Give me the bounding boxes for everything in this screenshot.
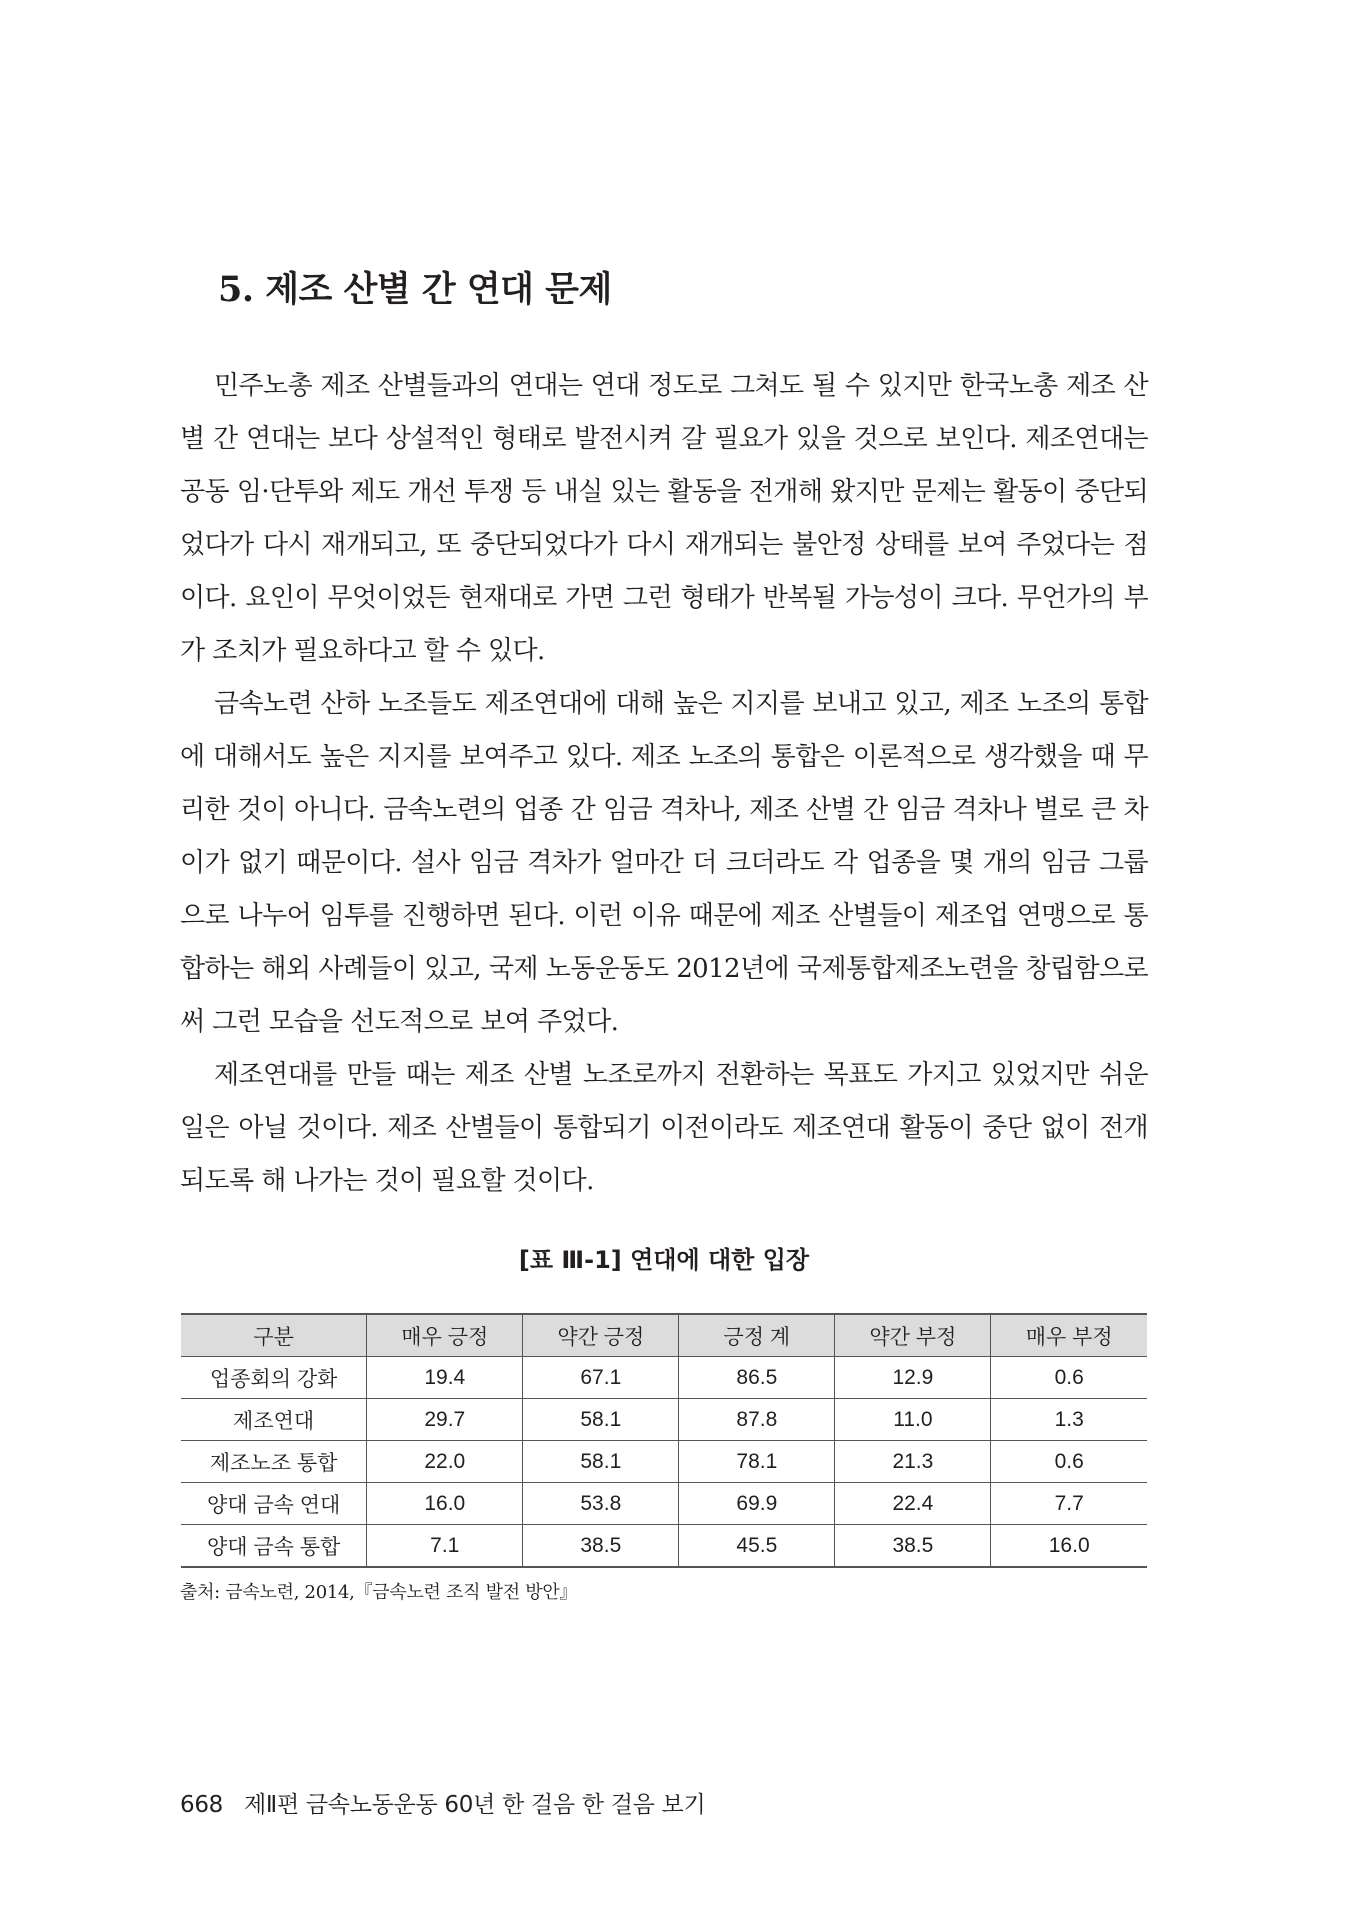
table-cell: 업종회의 강화 <box>181 1357 367 1399</box>
table-cell: 45.5 <box>679 1525 835 1568</box>
paragraph: 금속노련 산하 노조들도 제조연대에 대해 높은 지지를 보내고 있고, 제조 노조의 통합에 대해서도 높은 지지를 보여주고 있다. 제조 노조의 통합은 이론적으로 생각했을 때 무리한 것이 아니다. 금속노련의 업종 간 임금 격차나, 제조 산별 간 임금 격차나 별로 큰 차이가 없기 때문이다. 설사 임금 격차가 얼마간 더 크더라도 각 업종을 몇 개의 임금 그룹으로 나누어 임투를 진행하면 된다. 이런 이유 때문에 제조 산별들이 제조업 연맹으로 통합하는 해외 사례들이 있고, 국제 노동운동도 2012년에 국제통합제조노련을 창립함으로써 그런 모습을 선도적으로 보여 주었다. <box>180 689 1148 1037</box>
table-cell: 양대 금속 연대 <box>181 1483 367 1525</box>
table-cell: 16.0 <box>367 1483 523 1525</box>
table-header-cell: 약간 부정 <box>835 1314 991 1357</box>
table-cell: 22.4 <box>835 1483 991 1525</box>
table-cell: 제조연대 <box>181 1399 367 1441</box>
table-header-cell: 매우 부정 <box>991 1314 1147 1357</box>
table-cell: 11.0 <box>835 1399 991 1441</box>
table-cell: 21.3 <box>835 1441 991 1483</box>
table-cell: 69.9 <box>679 1483 835 1525</box>
table-cell: 16.0 <box>991 1525 1147 1568</box>
table-cell: 29.7 <box>367 1399 523 1441</box>
table-cell: 38.5 <box>523 1525 679 1568</box>
table-row <box>181 1399 1147 1441</box>
table-row <box>181 1357 1147 1399</box>
table-cell: 제조노조 통합 <box>181 1441 367 1483</box>
table-header-row <box>181 1314 1147 1357</box>
table-cell: 87.8 <box>679 1399 835 1441</box>
table-cell: 7.7 <box>991 1483 1147 1525</box>
body-text <box>180 360 1148 1208</box>
paragraph: 제조연대를 만들 때는 제조 산별 노조로까지 전환하는 목표도 가지고 있었지만 쉬운 일은 아닐 것이다. 제조 산별들이 통합되기 이전이라도 제조연대 활동이 중단 없이 전개되도록 해 나가는 것이 필요할 것이다. <box>180 1060 1148 1196</box>
section-heading: 5. 제조 산별 간 연대 문제 <box>218 269 612 310</box>
table-cell: 19.4 <box>367 1357 523 1399</box>
running-title: 제Ⅱ편 금속노동운동 60년 한 걸음 한 걸음 보기 <box>244 1792 706 1818</box>
table-header-cell: 약간 긍정 <box>523 1314 679 1357</box>
table-cell: 38.5 <box>835 1525 991 1568</box>
table-cell: 12.9 <box>835 1357 991 1399</box>
table-cell: 양대 금속 통합 <box>181 1525 367 1568</box>
table-source: 출처: 금속노련, 2014,『금속노련 조직 발전 방안』 <box>180 1582 578 1603</box>
table-row <box>181 1441 1147 1483</box>
table-cell: 0.6 <box>991 1357 1147 1399</box>
table-cell: 86.5 <box>679 1357 835 1399</box>
table-row <box>181 1483 1147 1525</box>
solidarity-table <box>181 1313 1147 1568</box>
table-cell: 0.6 <box>991 1441 1147 1483</box>
table-cell: 53.8 <box>523 1483 679 1525</box>
page-number: 668 <box>180 1792 223 1818</box>
table-header-cell: 구분 <box>181 1314 367 1357</box>
table-cell: 58.1 <box>523 1441 679 1483</box>
paragraph: 민주노총 제조 산별들과의 연대는 연대 정도로 그쳐도 될 수 있지만 한국노총 제조 산별 간 연대는 보다 상설적인 형태로 발전시켜 갈 필요가 있을 것으로 보인다. 제조연대는 공동 임·단투와 제도 개선 투쟁 등 내실 있는 활동을 전개해 왔지만 문제는 활동이 중단되었다가 다시 재개되고, 또 중단되었다가 다시 재개되는 불안정 상태를 보여 주었다는 점이다. 요인이 무엇이었든 현재대로 가면 그런 형태가 반복될 가능성이 크다. 무언가의 부가 조치가 필요하다고 할 수 있다. <box>180 371 1148 666</box>
table-cell: 22.0 <box>367 1441 523 1483</box>
table-header-cell: 매우 긍정 <box>367 1314 523 1357</box>
table-cell: 58.1 <box>523 1399 679 1441</box>
page-footer <box>180 1786 705 1819</box>
table-header-cell: 긍정 계 <box>679 1314 835 1357</box>
table-cell: 67.1 <box>523 1357 679 1399</box>
table-cell: 1.3 <box>991 1399 1147 1441</box>
table-caption: [표 Ⅲ-1] 연대에 대한 입장 <box>518 1246 810 1274</box>
table-row <box>181 1525 1147 1568</box>
table-cell: 78.1 <box>679 1441 835 1483</box>
table-cell: 7.1 <box>367 1525 523 1568</box>
